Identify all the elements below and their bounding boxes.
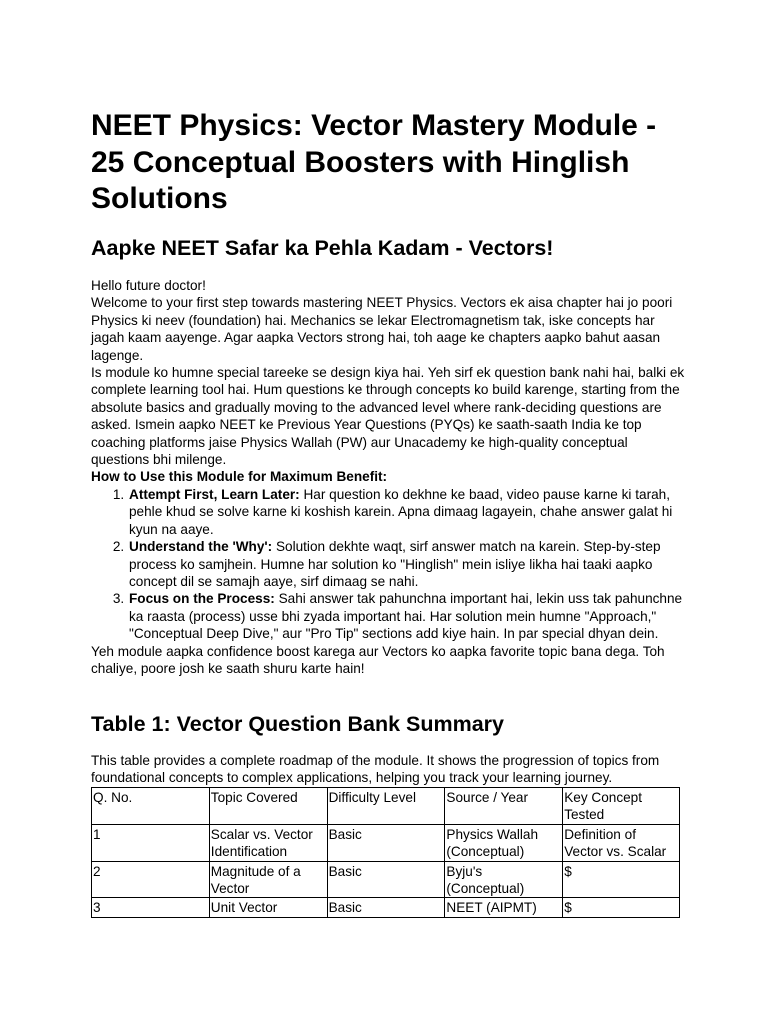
table-cell: Magnitude of a Vector (209, 861, 327, 898)
table-cell: $ (563, 898, 680, 917)
step-item-3 (128, 590, 686, 642)
table-cell: 1 (92, 824, 210, 861)
greeting-text: Hello future doctor! (91, 278, 206, 293)
table-cell: Physics Wallah (Conceptual) (445, 824, 563, 861)
steps-list (91, 486, 686, 643)
table-cell: Basic (327, 861, 445, 898)
table-header-row (92, 788, 680, 825)
table-cell: Unit Vector (209, 898, 327, 917)
intro-section (91, 277, 686, 677)
summary-table (91, 787, 680, 918)
intro-paragraph-1: Welcome to your first step towards mastering NEET Physics. Vectors ek aisa chapter hai jo poori Physics ki neev (foundation) hai. Mechanics se lekar Electromagnetism tak, iske concepts har jagah kaam aayenge. Agar aapka Vectors strong hai, toh aage ke chapters aapko bahut aasan lagenge. (91, 295, 673, 363)
table-row (92, 824, 680, 861)
table-cell: 3 (92, 898, 210, 917)
howto-heading: How to Use this Module for Maximum Benefit: (91, 469, 388, 485)
table-cell: 2 (92, 861, 210, 898)
step-text: Sahi answer tak pahunchna important hai, lekin uss tak pahunchne ka raasta (process) usse bhi zyada important hai. Har solution mein humne "Approach," "Conceptual Deep Dive," aur "Pro Tip" sections add kiye hain. In par special dhyan dein. (129, 591, 683, 642)
step-text: Solution dekhte waqt, sirf answer match na karein. Step-by-step process ko samjhein. Humne har solution ko "Hinglish" mein isliye likha hai taaki aapko concept dil se samajh aaye, sirf dimaag se nahi. (129, 539, 661, 589)
table-cell: NEET (AIPMT) (445, 898, 563, 917)
table-cell: $ (563, 861, 680, 898)
table-header-cell: Topic Covered (209, 788, 327, 825)
step-item-2 (128, 538, 686, 590)
table-cell: Basic (327, 898, 445, 917)
intro-paragraph-2: Is module ko humne special tareeke se design kiya hai. Yeh sirf ek question bank nahi hai, balki ek complete learning tool hai. Hum questions ke through concepts ko build karenge, starting from the absolute basics and gradually moving to the advanced level where rank-deciding questions are asked. Ismein aapko NEET ke Previous Year Questions (PYQs) ke saath-saath India ke top coaching platforms jaise Physics Wallah (PW) aur Unacademy ke high-quality conceptual questions bhi milenge. (91, 365, 685, 468)
table-row (92, 898, 680, 917)
table-row (92, 861, 680, 898)
step-item-1 (128, 486, 686, 538)
section-subtitle: Aapke NEET Safar ka Pehla Kadam - Vectors! (91, 236, 554, 260)
step-text: Har question ko dekhne ke baad, video pause karne ki tarah, pehle khud se solve karne ki koshish karein. Apna dimaag lagayein, chahe answer galat hi kyun na aaye. (129, 486, 673, 537)
step-label: Understand the 'Why': (129, 539, 273, 555)
table-header-cell: Key Concept Tested (563, 788, 680, 825)
table-title: Table 1: Vector Question Bank Summary (91, 712, 505, 736)
step-label: Focus on the Process: (129, 591, 275, 607)
table-header-cell: Difficulty Level (327, 788, 445, 825)
step-label: Attempt First, Learn Later: (129, 486, 300, 502)
table-cell: Byju's (Conceptual) (445, 861, 563, 898)
table-description: This table provides a complete roadmap of the module. It shows the progression of topics from foundational concepts to complex applications, helping you track your learning journey. (91, 753, 660, 786)
table-header-cell: Source / Year (445, 788, 563, 825)
table-cell: Scalar vs. Vector Identification (209, 824, 327, 861)
closing-paragraph: Yeh module aapka confidence boost karega aur Vectors ko aapka favorite topic bana dega. Toh chaliye, poore josh ke saath shuru karte hain! (91, 643, 665, 676)
document-title: NEET Physics: Vector Mastery Module - 25 Conceptual Boosters with Hinglish Solutions (91, 109, 657, 215)
table-cell: Basic (327, 824, 445, 861)
table-cell: Definition of Vector vs. Scalar (563, 824, 680, 861)
table-header-cell: Q. No. (92, 788, 210, 825)
